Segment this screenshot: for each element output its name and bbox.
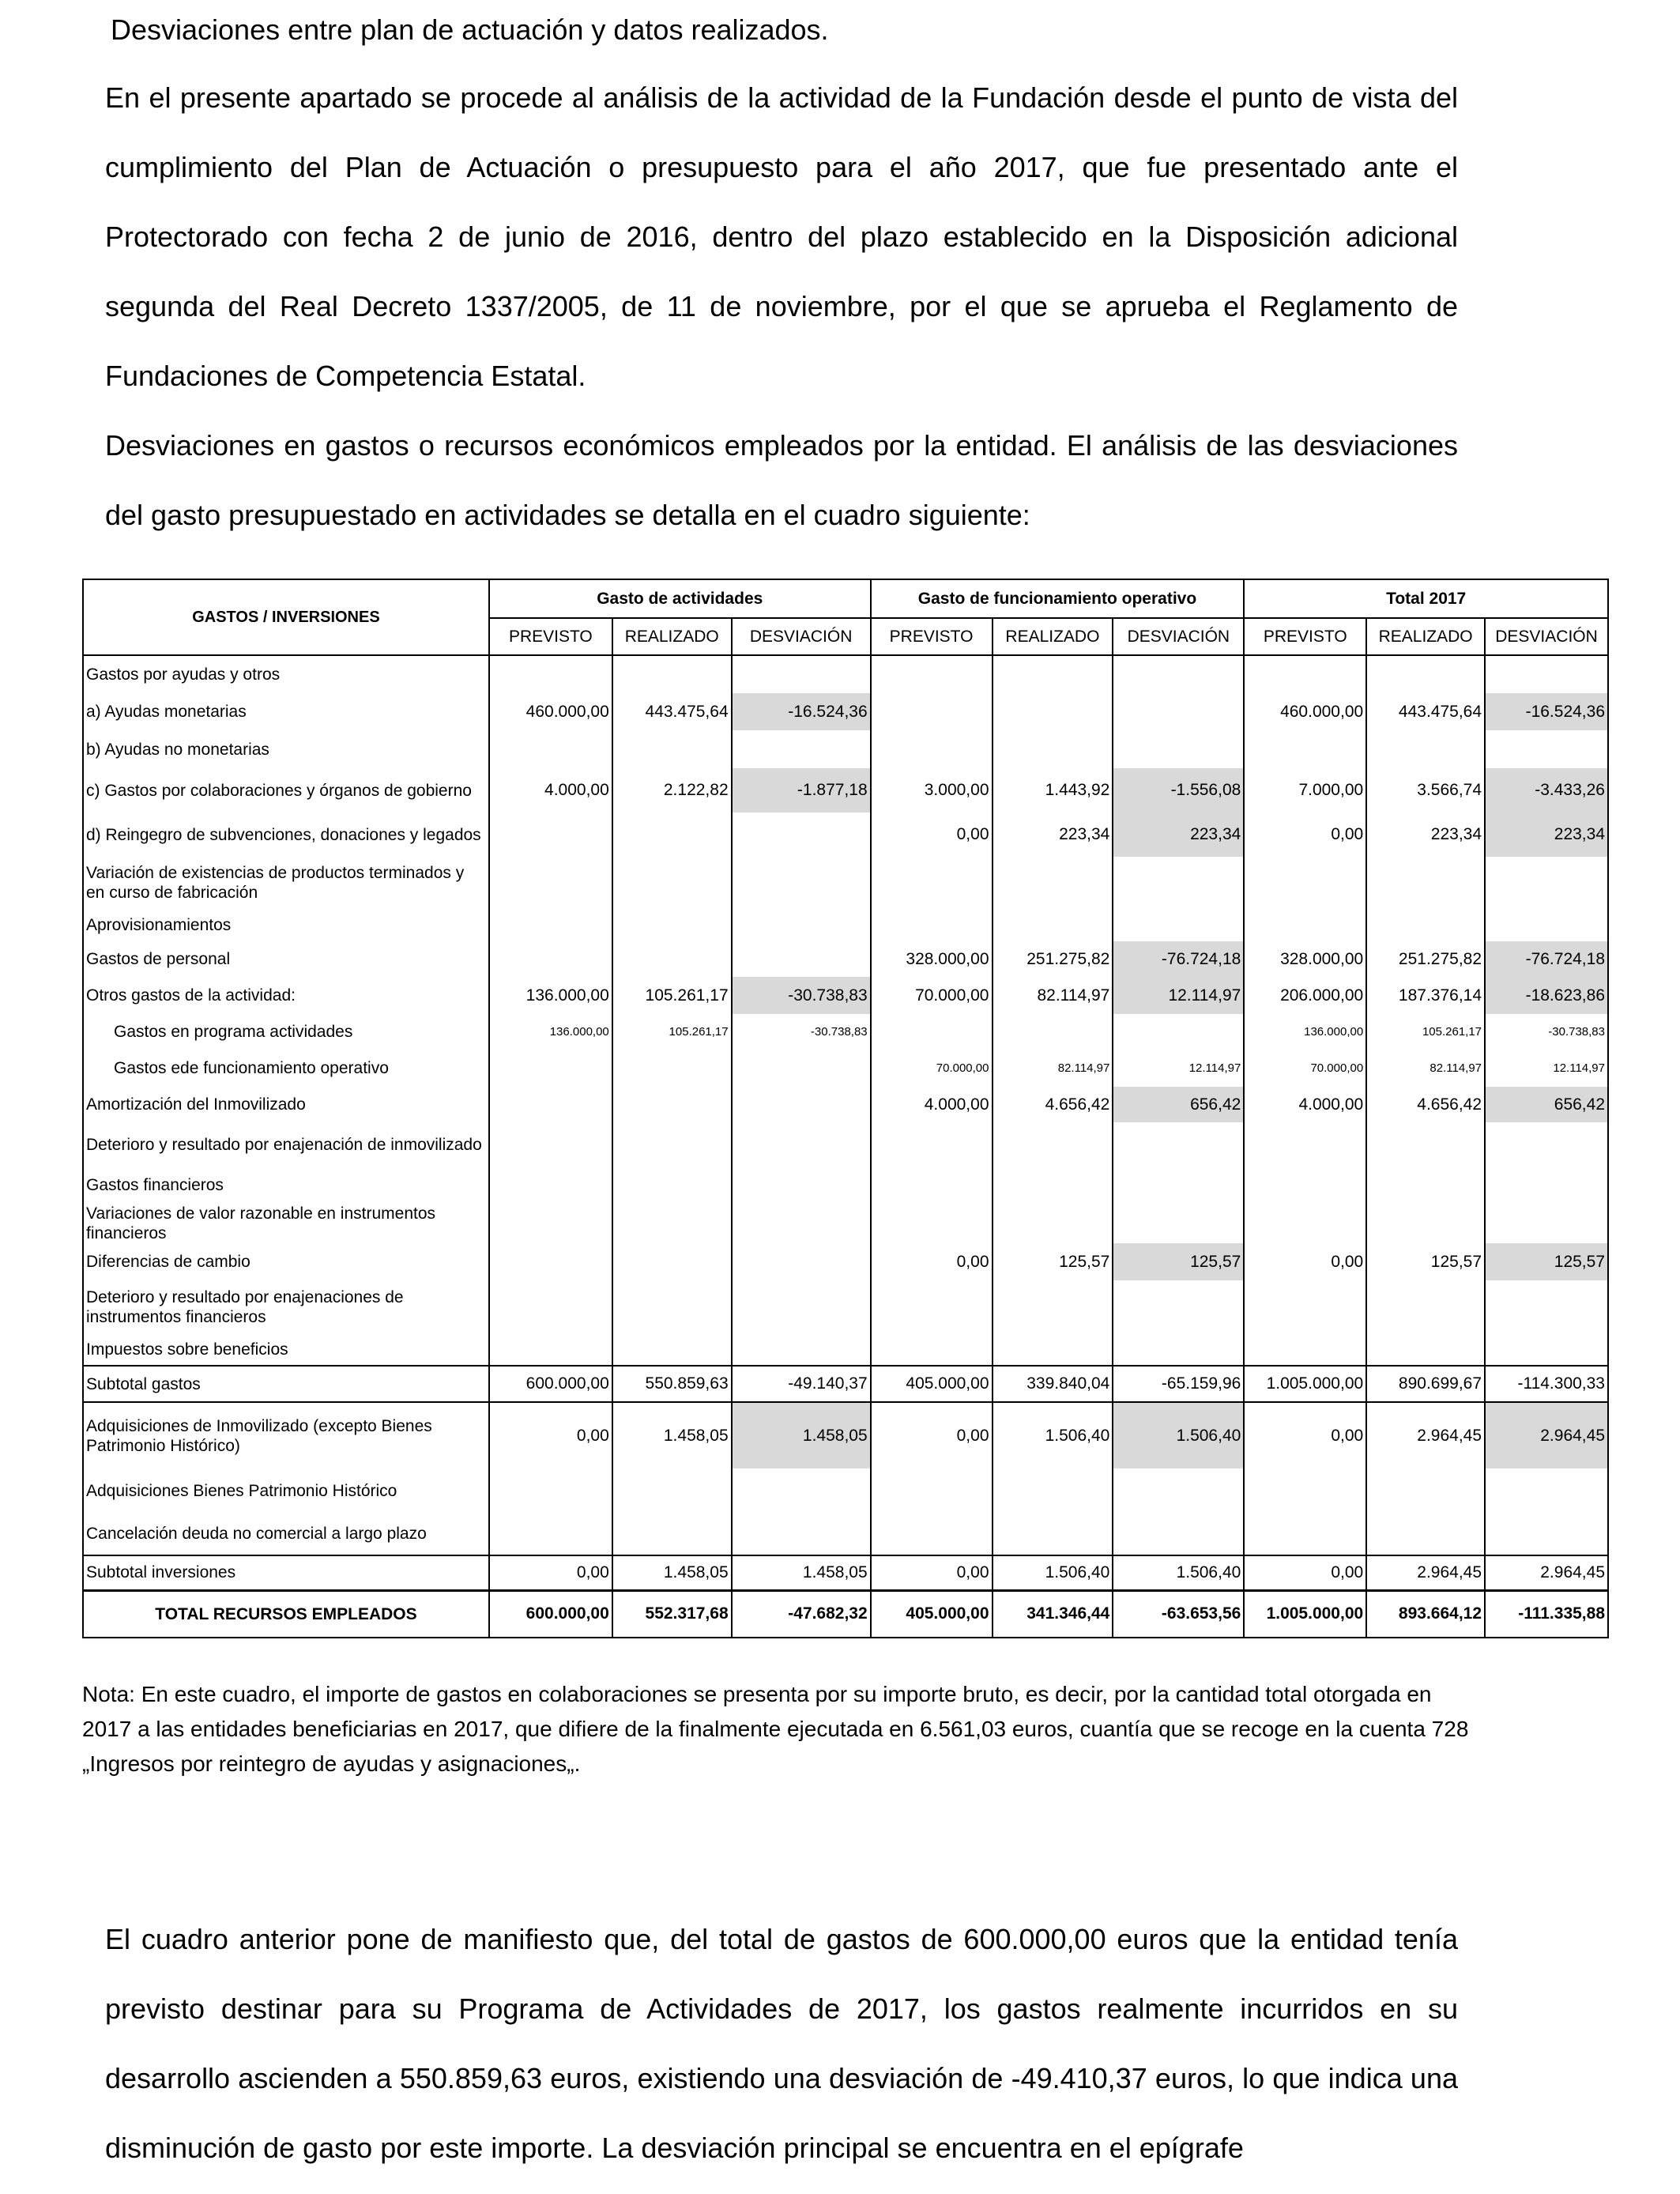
table-cell: -65.159,96 — [1113, 1366, 1244, 1402]
row-label: Deterioro y resultado por enajenación de inmovilizado — [83, 1122, 489, 1167]
table-cell: -76.724,18 — [1113, 941, 1244, 977]
table-cell — [612, 941, 732, 977]
table-cell: -114.300,33 — [1485, 1366, 1608, 1402]
table-cell — [489, 1513, 612, 1555]
table-cell: 82.114,97 — [993, 977, 1113, 1014]
row-label: Gastos financieros — [83, 1167, 489, 1204]
table-cell: 1.458,05 — [612, 1402, 732, 1468]
table-cell — [612, 1122, 732, 1167]
table-row — [83, 655, 1608, 693]
table-cell: 0,00 — [871, 1555, 993, 1590]
table-cell — [732, 1204, 871, 1243]
subheader-previsto: PREVISTO — [871, 618, 993, 655]
table-cell — [489, 1468, 612, 1513]
table-cell — [1485, 1468, 1608, 1513]
table-cell: 187.376,14 — [1366, 977, 1485, 1014]
table-cell: 1.443,92 — [993, 768, 1113, 812]
table-cell: 405.000,00 — [871, 1590, 993, 1638]
table-row — [83, 1366, 1608, 1402]
table-cell — [732, 730, 871, 768]
table-cell: 125,57 — [993, 1243, 1113, 1280]
table-cell — [1113, 1280, 1244, 1333]
table-cell — [732, 1050, 871, 1087]
table-cell: -47.682,32 — [732, 1590, 871, 1638]
table-cell: 82.114,97 — [1366, 1050, 1485, 1087]
table-cell: -1.556,08 — [1113, 768, 1244, 812]
table-cell: 2.964,45 — [1366, 1402, 1485, 1468]
subheader-realizado: REALIZADO — [1366, 618, 1485, 655]
table-cell — [1485, 1122, 1608, 1167]
table-cell: 339.840,04 — [993, 1366, 1113, 1402]
table-cell — [1244, 655, 1366, 693]
table-cell — [732, 941, 871, 977]
table-row — [83, 1402, 1608, 1468]
table-cell — [993, 857, 1113, 908]
table-cell: 136.000,00 — [1244, 1014, 1366, 1050]
table-cell: 341.346,44 — [993, 1590, 1113, 1638]
table-cell: 405.000,00 — [871, 1366, 993, 1402]
table-cell: -49.140,37 — [732, 1366, 871, 1402]
row-label: Variación de existencias de productos terminados y en curso de fabricación — [83, 857, 489, 908]
table-cell — [1366, 1513, 1485, 1555]
table-cell: 1.005.000,00 — [1244, 1590, 1366, 1638]
table-row — [83, 908, 1608, 941]
table-cell — [612, 1243, 732, 1280]
table-cell — [1113, 1204, 1244, 1243]
table-cell — [612, 1167, 732, 1204]
table-row — [83, 730, 1608, 768]
subheader-desviacion: DESVIACIÓN — [1113, 618, 1244, 655]
table-cell — [1113, 693, 1244, 730]
table-cell: 1.506,40 — [993, 1402, 1113, 1468]
table-cell: 460.000,00 — [489, 693, 612, 730]
table-cell — [871, 1204, 993, 1243]
table-cell: -18.623,86 — [1485, 977, 1608, 1014]
table-cell: -63.653,56 — [1113, 1590, 1244, 1638]
table-cell: 443.475,64 — [612, 693, 732, 730]
table-cell — [489, 908, 612, 941]
table-cell — [1485, 857, 1608, 908]
table-cell — [871, 1468, 993, 1513]
table-cell: 125,57 — [1113, 1243, 1244, 1280]
table-cell — [993, 1014, 1113, 1050]
table-row — [83, 768, 1608, 812]
table-cell: 0,00 — [489, 1555, 612, 1590]
table-cell: 443.475,64 — [1366, 693, 1485, 730]
table-cell — [732, 1243, 871, 1280]
table-row — [83, 1243, 1608, 1280]
table-cell: 552.317,68 — [612, 1590, 732, 1638]
row-label: Gastos de personal — [83, 941, 489, 977]
table-cell: 70.000,00 — [871, 977, 993, 1014]
table-cell: 4.000,00 — [1244, 1087, 1366, 1122]
table-cell — [1244, 1513, 1366, 1555]
table-header-groups — [83, 579, 1608, 618]
table-cell: 223,34 — [1113, 812, 1244, 857]
deviation-table — [82, 579, 1609, 1638]
table-cell: 1.005.000,00 — [1244, 1366, 1366, 1402]
table-cell: -16.524,36 — [1485, 693, 1608, 730]
table-cell — [612, 655, 732, 693]
row-label: c) Gastos por colaboraciones y órganos de gobierno — [83, 768, 489, 812]
row-label: Impuestos sobre beneficios — [83, 1333, 489, 1366]
table-cell — [612, 1468, 732, 1513]
table-cell — [1366, 655, 1485, 693]
table-row — [83, 941, 1608, 977]
table-cell: 1.458,05 — [732, 1402, 871, 1468]
table-cell: 105.261,17 — [612, 1014, 732, 1050]
table-cell — [489, 812, 612, 857]
row-label: Otros gastos de la actividad: — [83, 977, 489, 1014]
table-row — [83, 1333, 1608, 1366]
table-cell: 70.000,00 — [1244, 1050, 1366, 1087]
table-cell — [871, 1513, 993, 1555]
table-cell — [1366, 857, 1485, 908]
table-cell: 223,34 — [1366, 812, 1485, 857]
table-cell — [489, 1204, 612, 1243]
table-cell — [1485, 655, 1608, 693]
table-cell — [1485, 1513, 1608, 1555]
table-cell — [871, 857, 993, 908]
table-cell: 12.114,97 — [1113, 1050, 1244, 1087]
table-cell — [1366, 1280, 1485, 1333]
row-label: b) Ayudas no monetarias — [83, 730, 489, 768]
table-cell: 3.566,74 — [1366, 768, 1485, 812]
table-cell — [1113, 1122, 1244, 1167]
table-cell: 223,34 — [993, 812, 1113, 857]
table-cell: 12.114,97 — [1485, 1050, 1608, 1087]
table-cell — [1113, 1014, 1244, 1050]
table-cell: 0,00 — [1244, 1243, 1366, 1280]
table-cell: 0,00 — [871, 1402, 993, 1468]
intro-paragraph: En el presente apartado se procede al análisis de la actividad de la Fundación desde el punto de vista del cumplimiento del Plan de Actuación o presupuesto para el año 2017, que fue presentado ante el Protectorado con fecha 2 de junio de 2016, dentro del plazo establecido en la Disposición adicional segunda del Real Decreto 1337/2005, de 11 de noviembre, por el que se aprueba el Reglamento de Fundaciones de Competencia Estatal. — [105, 81, 1458, 392]
row-label: Diferencias de cambio — [83, 1243, 489, 1280]
table-cell — [732, 1122, 871, 1167]
subheader-previsto: PREVISTO — [489, 618, 612, 655]
table-cell — [1366, 908, 1485, 941]
table-cell — [1485, 1280, 1608, 1333]
table-cell: 2.964,45 — [1485, 1555, 1608, 1590]
table-row — [83, 1590, 1608, 1638]
table-cell: 4.656,42 — [1366, 1087, 1485, 1122]
table-cell — [489, 941, 612, 977]
table-cell — [489, 857, 612, 908]
table-cell — [1244, 1204, 1366, 1243]
table-cell — [1485, 1204, 1608, 1243]
table-cell — [612, 908, 732, 941]
table-cell — [1244, 1167, 1366, 1204]
group-header-actividades: Gasto de actividades — [489, 579, 871, 618]
table-cell — [1244, 1122, 1366, 1167]
table-cell — [871, 1122, 993, 1167]
table-cell: 2.964,45 — [1366, 1555, 1485, 1590]
row-label: Adquisiciones de Inmovilizado (excepto Bienes Patrimonio Histórico) — [83, 1402, 489, 1468]
table-cell — [993, 730, 1113, 768]
table-cell — [871, 730, 993, 768]
table-cell — [993, 1167, 1113, 1204]
table-cell: -30.738,83 — [732, 1014, 871, 1050]
table-cell — [732, 857, 871, 908]
table-cell — [993, 1204, 1113, 1243]
table-cell — [1366, 1167, 1485, 1204]
table-cell: -1.877,18 — [732, 768, 871, 812]
table-cell: 0,00 — [1244, 1402, 1366, 1468]
table-cell — [1366, 1333, 1485, 1366]
table-corner-header: GASTOS / INVERSIONES — [83, 579, 489, 655]
table-cell: 0,00 — [489, 1402, 612, 1468]
row-label: Gastos por ayudas y otros — [83, 655, 489, 693]
table-cell: 656,42 — [1485, 1087, 1608, 1122]
table-cell: 4.656,42 — [993, 1087, 1113, 1122]
table-cell: 70.000,00 — [871, 1050, 993, 1087]
table-cell — [612, 1513, 732, 1555]
table-cell: 1.506,40 — [993, 1555, 1113, 1590]
table-cell — [1244, 908, 1366, 941]
table-cell — [1485, 1167, 1608, 1204]
table-cell — [1113, 857, 1244, 908]
table-cell — [489, 730, 612, 768]
table-cell — [1113, 1468, 1244, 1513]
row-label: Aprovisionamientos — [83, 908, 489, 941]
row-label: Deterioro y resultado por enajenaciones de instrumentos financieros — [83, 1280, 489, 1333]
deviation-intro-paragraph: Desviaciones en gastos o recursos económicos empleados por la entidad. El análisis de las desviaciones del gasto presupuestado en actividades se detalla en el cuadro siguiente: — [105, 429, 1458, 531]
table-cell: 136.000,00 — [489, 1014, 612, 1050]
table-cell: 0,00 — [1244, 812, 1366, 857]
table-cell — [871, 693, 993, 730]
table-cell: -111.335,88 — [1485, 1590, 1608, 1638]
table-cell — [612, 812, 732, 857]
group-header-funcionamiento: Gasto de funcionamiento operativo — [871, 579, 1245, 618]
table-cell — [489, 1333, 612, 1366]
table-cell: 4.000,00 — [871, 1087, 993, 1122]
table-cell — [1366, 1122, 1485, 1167]
table-cell — [871, 1280, 993, 1333]
table-cell: 550.859,63 — [612, 1366, 732, 1402]
table-cell — [993, 1280, 1113, 1333]
table-cell: 105.261,17 — [1366, 1014, 1485, 1050]
table-cell — [732, 1280, 871, 1333]
table-cell — [612, 857, 732, 908]
subheader-desviacion: DESVIACIÓN — [1485, 618, 1608, 655]
row-label: Gastos ede funcionamiento operativo — [83, 1050, 489, 1087]
table-cell: 223,34 — [1485, 812, 1608, 857]
table-cell: 600.000,00 — [489, 1366, 612, 1402]
table-cell — [993, 1468, 1113, 1513]
table-body — [83, 655, 1608, 1638]
table-row — [83, 1468, 1608, 1513]
table-cell — [489, 1122, 612, 1167]
table-cell — [732, 908, 871, 941]
table-cell — [1113, 1333, 1244, 1366]
table-cell — [1113, 1167, 1244, 1204]
table-cell: 890.699,67 — [1366, 1366, 1485, 1402]
table-cell — [993, 693, 1113, 730]
row-label: a) Ayudas monetarias — [83, 693, 489, 730]
table-row — [83, 812, 1608, 857]
row-label: TOTAL RECURSOS EMPLEADOS — [83, 1590, 489, 1638]
table-cell — [1366, 1204, 1485, 1243]
table-cell: 125,57 — [1366, 1243, 1485, 1280]
row-label: Subtotal gastos — [83, 1366, 489, 1402]
table-cell: 136.000,00 — [489, 977, 612, 1014]
table-row — [83, 1280, 1608, 1333]
table-cell: 2.122,82 — [612, 768, 732, 812]
table-cell — [1485, 908, 1608, 941]
section-heading: Desviaciones entre plan de actuación y datos realizados. — [111, 13, 829, 46]
table-cell: 251.275,82 — [993, 941, 1113, 977]
table-cell — [732, 1513, 871, 1555]
table-row — [83, 1555, 1608, 1590]
table-cell — [732, 812, 871, 857]
row-label: Gastos en programa actividades — [83, 1014, 489, 1050]
table-cell — [1113, 1513, 1244, 1555]
table-cell — [993, 1333, 1113, 1366]
table-cell: 328.000,00 — [1244, 941, 1366, 977]
table-cell — [612, 1050, 732, 1087]
table-cell — [489, 1167, 612, 1204]
table-cell — [1113, 655, 1244, 693]
table-cell: 328.000,00 — [871, 941, 993, 977]
table-cell — [1244, 1280, 1366, 1333]
table-cell: -76.724,18 — [1485, 941, 1608, 977]
table-cell: 125,57 — [1485, 1243, 1608, 1280]
table-cell — [732, 655, 871, 693]
table-cell — [612, 730, 732, 768]
row-label: Subtotal inversiones — [83, 1555, 489, 1590]
table-cell: 0,00 — [871, 812, 993, 857]
table-cell: -3.433,26 — [1485, 768, 1608, 812]
table-row — [83, 1087, 1608, 1122]
table-cell — [993, 1122, 1113, 1167]
table-cell — [1485, 730, 1608, 768]
table-cell — [1244, 730, 1366, 768]
table-cell — [612, 1204, 732, 1243]
table-cell — [489, 1280, 612, 1333]
table-cell: 12.114,97 — [1113, 977, 1244, 1014]
subheader-desviacion: DESVIACIÓN — [732, 618, 871, 655]
table-cell — [489, 655, 612, 693]
table-cell — [993, 655, 1113, 693]
table-cell — [732, 1167, 871, 1204]
table-cell: 1.458,05 — [732, 1555, 871, 1590]
table-cell: 82.114,97 — [993, 1050, 1113, 1087]
table-row — [83, 977, 1608, 1014]
table-cell — [993, 1513, 1113, 1555]
subheader-realizado: REALIZADO — [993, 618, 1113, 655]
row-label: d) Reingegro de subvenciones, donaciones y legados — [83, 812, 489, 857]
table-cell: 1.506,40 — [1113, 1402, 1244, 1468]
table-row — [83, 857, 1608, 908]
table-cell — [612, 1280, 732, 1333]
table-row — [83, 1513, 1608, 1555]
table-row — [83, 1204, 1608, 1243]
table-cell — [489, 1087, 612, 1122]
table-cell — [1244, 1468, 1366, 1513]
table-cell — [1366, 1468, 1485, 1513]
table-cell — [612, 1333, 732, 1366]
table-cell: 656,42 — [1113, 1087, 1244, 1122]
table-cell — [1113, 730, 1244, 768]
table-cell — [1366, 730, 1485, 768]
row-label: Amortización del Inmovilizado — [83, 1087, 489, 1122]
table-cell: 3.000,00 — [871, 768, 993, 812]
table-cell — [1485, 1333, 1608, 1366]
table-cell — [1244, 857, 1366, 908]
subheader-realizado: REALIZADO — [612, 618, 732, 655]
table-cell: 7.000,00 — [1244, 768, 1366, 812]
table-cell: 0,00 — [1244, 1555, 1366, 1590]
table-cell — [612, 1087, 732, 1122]
table-row — [83, 693, 1608, 730]
table-cell: 4.000,00 — [489, 768, 612, 812]
table-cell — [732, 1468, 871, 1513]
table-cell — [489, 1050, 612, 1087]
table-cell — [1113, 908, 1244, 941]
table-cell — [1244, 1333, 1366, 1366]
table-cell: -30.738,83 — [1485, 1014, 1608, 1050]
table-note: Nota: En este cuadro, el importe de gastos en colaboraciones se presenta por su importe bruto, es decir, por la cantidad total otorgada en 2017 a las entidades beneficiarias en 2017, que difiere de la finalmente ejecutada en 6.561,03 euros, cuantía que se recoge en la cuenta 728 „Ingresos por reintegro de ayudas y asignaciones„. — [82, 1682, 1469, 1776]
table-cell: 893.664,12 — [1366, 1590, 1485, 1638]
row-label: Adquisiciones Bienes Patrimonio Histórico — [83, 1468, 489, 1513]
table-cell — [871, 1014, 993, 1050]
table-cell — [732, 1333, 871, 1366]
table-cell: 1.506,40 — [1113, 1555, 1244, 1590]
table-row — [83, 1050, 1608, 1087]
table-cell: 206.000,00 — [1244, 977, 1366, 1014]
table-cell — [871, 655, 993, 693]
table-cell — [732, 1087, 871, 1122]
table-cell — [489, 1243, 612, 1280]
table-cell — [871, 1333, 993, 1366]
table-cell — [871, 1167, 993, 1204]
group-header-total: Total 2017 — [1244, 579, 1608, 618]
row-label: Cancelación deuda no comercial a largo plazo — [83, 1513, 489, 1555]
table-cell: 2.964,45 — [1485, 1402, 1608, 1468]
table-cell — [993, 908, 1113, 941]
table-cell: 460.000,00 — [1244, 693, 1366, 730]
table-cell — [871, 908, 993, 941]
subheader-previsto: PREVISTO — [1244, 618, 1366, 655]
table-cell: -30.738,83 — [732, 977, 871, 1014]
table-cell: 600.000,00 — [489, 1590, 612, 1638]
table-cell: 0,00 — [871, 1243, 993, 1280]
table-row — [83, 1122, 1608, 1167]
table-cell: 1.458,05 — [612, 1555, 732, 1590]
table-row — [83, 1014, 1608, 1050]
conclusion-paragraph: El cuadro anterior pone de manifiesto que, del total de gastos de 600.000,00 euros que la entidad tenía previsto destinar para su Programa de Actividades de 2017, los gastos realmente incurridos en su desarrollo ascienden a 550.859,63 euros, existiendo una desviación de -49.410,37 euros, lo que indica una disminución de gasto por este importe. La desviación principal se encuentra en el epígrafe — [105, 1923, 1458, 2164]
table-cell: 251.275,82 — [1366, 941, 1485, 977]
table-cell: -16.524,36 — [732, 693, 871, 730]
table-cell: 105.261,17 — [612, 977, 732, 1014]
table-row — [83, 1167, 1608, 1204]
row-label: Variaciones de valor razonable en instrumentos financieros — [83, 1204, 489, 1243]
